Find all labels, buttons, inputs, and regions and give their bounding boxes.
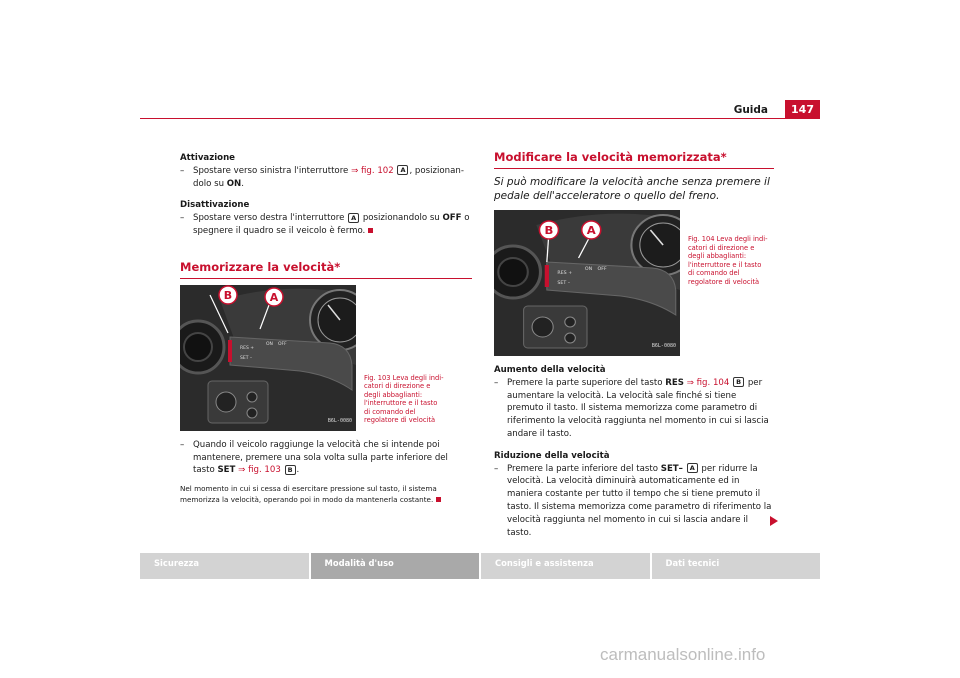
figure-code: B6L-0080 <box>327 417 352 424</box>
label-a-badge: A <box>397 165 408 175</box>
label-a-badge: A <box>687 463 698 473</box>
footer-tab-modalita-duso[interactable]: Modalità d'uso <box>311 553 480 579</box>
subheading-aumento: Aumento della velocità <box>494 365 606 375</box>
section-title-modificare: Modificare la velocità memorizzata* <box>494 150 774 169</box>
dashboard-lever-illustration <box>180 285 356 431</box>
list-item-aumento: – Premere la parte superiore del tasto RES ⇒ fig. 104 B per aumentare la velocità. La velocità sale finché si tiene premuto il tasto. Il sistema memorizza come parametro di riferimento la velocità raggiunta nel momento in cui si lascia andare il tasto. <box>494 377 769 439</box>
res-label: RES + <box>557 271 573 276</box>
note-text: Nel momento in cui si cessa di esercitare pressione sul tasto, il sistema memorizza la velocità, operando poi in modo da mantenerla costante. <box>180 484 472 505</box>
res-label: RES + <box>240 345 255 351</box>
dash-bullet: – <box>494 377 499 388</box>
off-label: OFF <box>278 341 287 347</box>
callout-a: A <box>586 224 596 237</box>
figure-104-image <box>494 210 680 356</box>
section-end-icon <box>368 228 373 233</box>
set-label: SET – <box>240 355 253 361</box>
dash-bullet: – <box>494 463 499 474</box>
list-item-memorizza: – Quando il veicolo raggiunge la velocità che si intende poi mantenere, premere una sola volta sulla parte inferiore del tasto SET ⇒ fig. 103 B . <box>180 439 448 476</box>
dash-bullet: – <box>180 213 185 224</box>
section-lead: Si può modificare la velocità anche senza premere il pedale dell'acceleratore o quello del freno. <box>494 176 770 202</box>
figure-104 <box>494 210 774 356</box>
subheading-disattivazione: Disattivazione <box>180 200 250 211</box>
list-item-disattivazione: – Spostare verso destra l'interruttore A posizionandolo su OFF o spegnere il quadro se il veicolo è fermo. <box>180 213 470 236</box>
off-label: OFF <box>597 267 607 272</box>
callout-b: B <box>544 224 554 237</box>
on-label: ON <box>266 341 273 347</box>
list-item-attivazione: – Spostare verso sinistra l'interruttore ⇒ fig. 102 A , posizionandolo su ON. <box>180 165 464 189</box>
footer-tab-consigli[interactable]: Consigli e assistenza <box>481 553 650 579</box>
footer-tab-sicurezza[interactable]: Sicurezza <box>140 553 309 579</box>
figure-104-caption: Fig. 104 Leva degli indicatori di direzione e degli abbaglianti: l'interruttore e il tasto di comando del regolatore di velocità <box>688 235 768 286</box>
section-end-icon <box>436 497 441 502</box>
figure-103-image <box>180 285 356 431</box>
label-a-badge: A <box>348 213 359 223</box>
set-label: SET – <box>557 281 571 286</box>
figure-103 <box>180 285 472 431</box>
list-item-riduzione: – Premere la parte inferiore del tasto SET– A per ridurre la velocità. La velocità diminuirà automaticamente ed in maniera costante per tutto il tempo che si tiene premuto il tasto. Il sistema memorizza come parametro di riferimento la velocità raggiunta nel momento in cui si lascia andare il tasto. <box>494 463 772 538</box>
dashboard-lever-illustration <box>494 210 680 356</box>
subheading-riduzione: Riduzione della velocità <box>494 450 610 461</box>
on-label: ON <box>584 267 593 272</box>
callout-b: B <box>223 288 233 302</box>
running-header-title: Guida <box>733 104 768 116</box>
right-column <box>494 150 774 539</box>
callout-a: A <box>269 290 279 304</box>
dash-bullet: – <box>180 165 185 176</box>
page-number: 147 <box>785 100 820 119</box>
left-column <box>180 150 472 505</box>
figure-code: B6L-0080 <box>651 343 676 350</box>
label-b-badge: B <box>733 377 744 387</box>
footer-nav <box>140 553 820 579</box>
section-title-memorizzare: Memorizzare la velocità* <box>180 260 472 279</box>
figure-link[interactable]: ⇒ fig. 103 <box>238 465 281 476</box>
dash-bullet: – <box>180 439 185 450</box>
watermark: carmanualsonline.info <box>600 645 766 664</box>
figure-103-caption: Fig. 103 Leva degli indicatori di direzione e degli abbaglianti: l'interruttore e il tasto di comando del regolatore di velocità <box>364 373 444 425</box>
footer-tab-dati-tecnici[interactable]: Dati tecnici <box>652 553 821 579</box>
continue-arrow-icon <box>770 516 778 526</box>
figure-link[interactable]: ⇒ fig. 104 <box>686 377 730 388</box>
header-rule <box>140 118 820 119</box>
figure-link[interactable]: ⇒ fig. 102 <box>351 165 394 176</box>
label-b-badge: B <box>285 465 296 475</box>
subheading-attivazione: Attivazione <box>180 153 236 163</box>
